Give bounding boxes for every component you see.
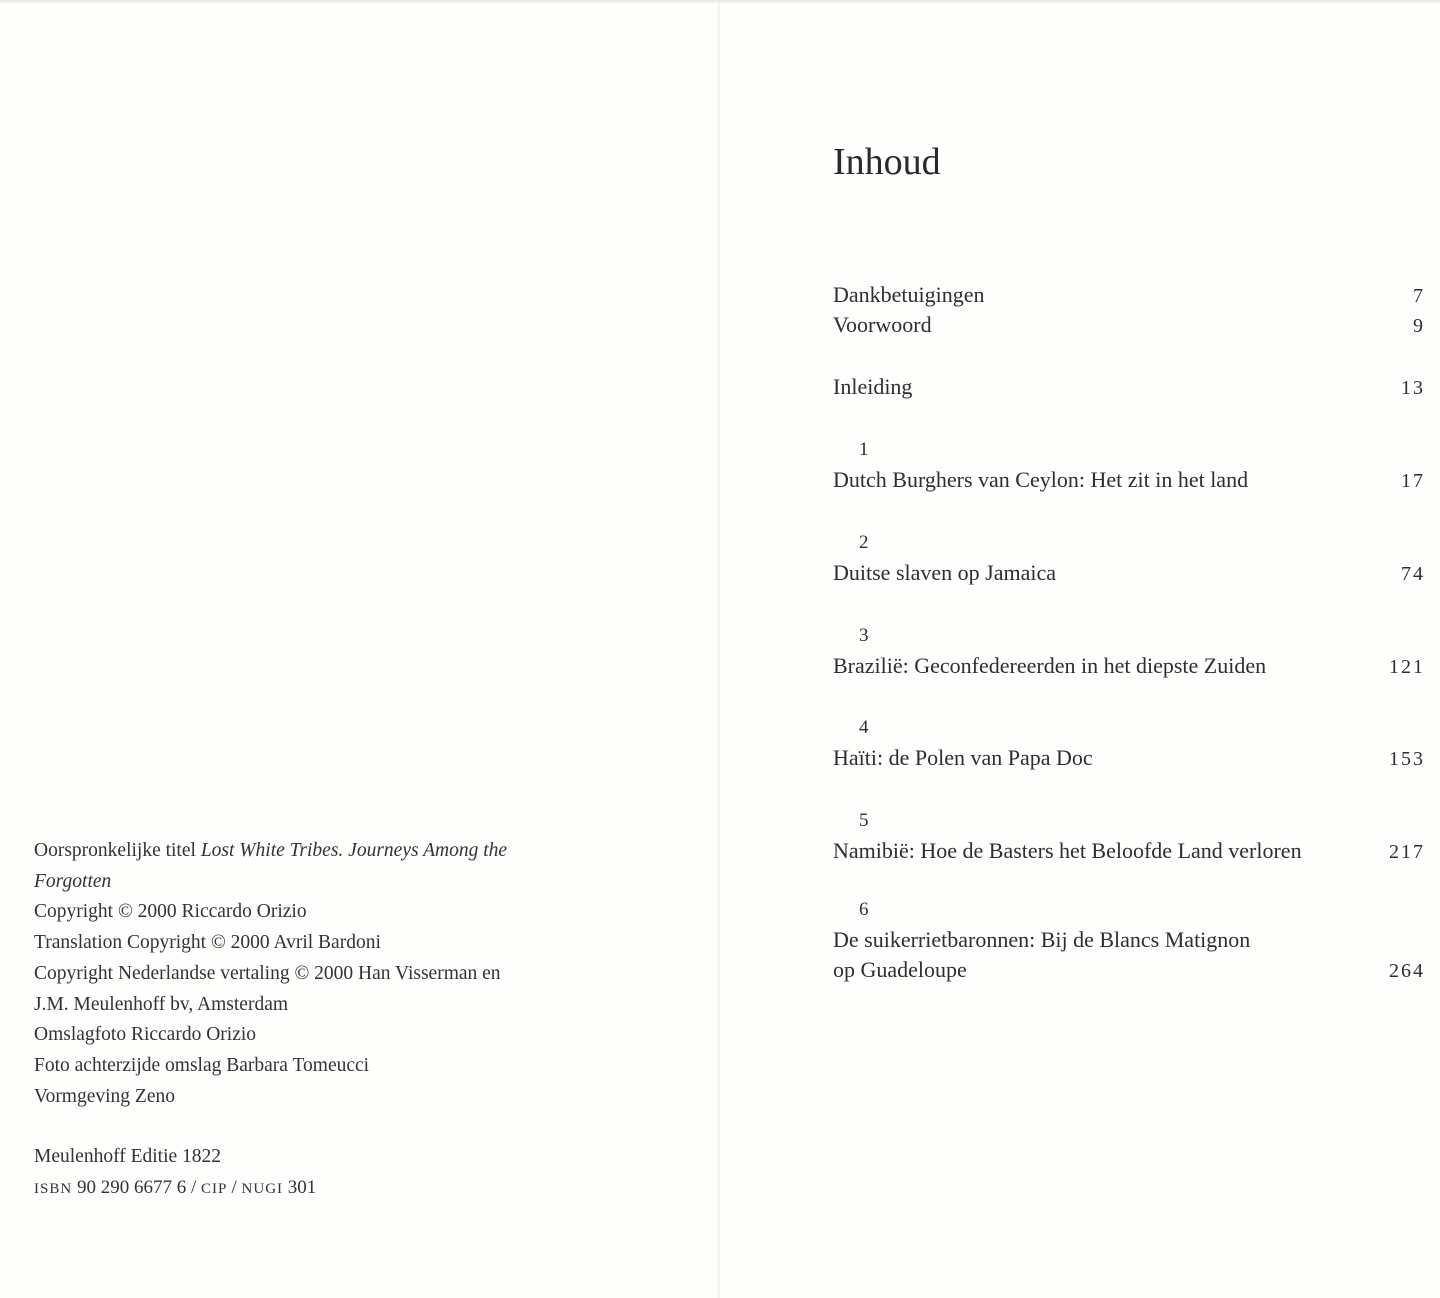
toc-page-number: 17 xyxy=(1401,470,1425,492)
original-title: Lost White Tribes. Journeys Among the xyxy=(200,840,508,861)
toc-page-number: 74 xyxy=(1401,563,1425,585)
toc-chapter-2 xyxy=(833,528,1425,588)
toc-page-number: 121 xyxy=(1389,656,1425,678)
chapter-number: 5 xyxy=(859,810,869,831)
cover-photo-credit: Omslagfoto Riccardo Orizio xyxy=(34,1024,257,1046)
toc-entry-inleiding xyxy=(833,372,1425,402)
colophon xyxy=(34,836,634,1205)
edition-line: Meulenhoff Editie 1822 xyxy=(34,1146,222,1168)
isbn-number: 90 290 6677 6 xyxy=(76,1177,187,1199)
toc-page-number: 153 xyxy=(1389,748,1425,770)
spacer xyxy=(34,1112,634,1142)
toc-title: Duitse slaven op Jamaica xyxy=(833,560,1056,585)
toc-heading: Inhoud xyxy=(833,141,941,183)
toc-title: Voorwoord xyxy=(833,312,932,337)
toc-chapter-5 xyxy=(833,806,1425,866)
toc-chapter-4 xyxy=(833,713,1425,773)
toc-page-number: 7 xyxy=(1413,285,1425,307)
toc-chapter-1 xyxy=(833,435,1425,495)
chapter-number: 2 xyxy=(859,532,869,553)
copyright-author: Copyright © 2000 Riccardo Orizio xyxy=(34,901,307,923)
toc-page-number: 9 xyxy=(1413,315,1425,337)
original-title-label: Oorspronkelijke titel xyxy=(34,840,196,861)
toc-title: Brazilië: Geconfedereerden in het diepste Zuiden xyxy=(833,653,1267,678)
toc-chapter-3 xyxy=(833,621,1425,681)
copyright-dutch-cont: J.M. Meulenhoff bv, Amsterdam xyxy=(34,993,289,1015)
nugi-number: 301 xyxy=(287,1177,317,1199)
toc-title: Haïti: de Polen van Papa Doc xyxy=(833,745,1093,770)
isbn-line: ISBN 90 290 6677 6 / CIP / NUGI 301 xyxy=(34,1177,317,1199)
toc-page-number: 13 xyxy=(1401,377,1425,399)
original-title-line xyxy=(34,836,634,867)
chapter-number: 6 xyxy=(859,899,869,920)
toc-title: Dankbetuigingen xyxy=(833,282,985,307)
toc-title: Inleiding xyxy=(833,374,913,399)
chapter-number: 3 xyxy=(859,625,869,646)
toc-entry-dankbetuigingen xyxy=(833,280,1425,310)
cip-label: CIP xyxy=(200,1181,227,1198)
toc-title: Namibië: Hoe de Basters het Beloofde Land verloren xyxy=(833,838,1302,863)
toc-page-number: 217 xyxy=(1389,841,1425,863)
chapter-number: 4 xyxy=(859,717,869,738)
toc-chapter-6 xyxy=(833,895,1425,985)
toc-title: De suikerrietbaronnen: Bij de Blancs Matignon xyxy=(833,927,1251,952)
back-photo-credit: Foto achterzijde omslag Barbara Tomeucci xyxy=(34,1054,370,1076)
page-top-edge xyxy=(0,0,1440,4)
original-title-cont-line xyxy=(34,867,634,898)
copyright-dutch: Copyright Nederlandse vertaling © 2000 Han Visserman en xyxy=(34,962,501,984)
original-title-cont: Forgotten xyxy=(34,870,112,892)
isbn-label: ISBN xyxy=(34,1181,73,1198)
toc-title-cont: op Guadeloupe xyxy=(833,957,967,982)
toc-entry-voorwoord xyxy=(833,310,1425,340)
nugi-label: NUGI xyxy=(241,1181,284,1198)
chapter-number: 1 xyxy=(859,439,869,460)
copyright-translation: Translation Copyright © 2000 Avril Bardoni xyxy=(34,932,381,954)
toc-page-number: 264 xyxy=(1389,960,1425,982)
toc-title: Dutch Burghers van Ceylon: Het zit in het land xyxy=(833,467,1249,492)
design-credit: Vormgeving Zeno xyxy=(34,1085,175,1107)
